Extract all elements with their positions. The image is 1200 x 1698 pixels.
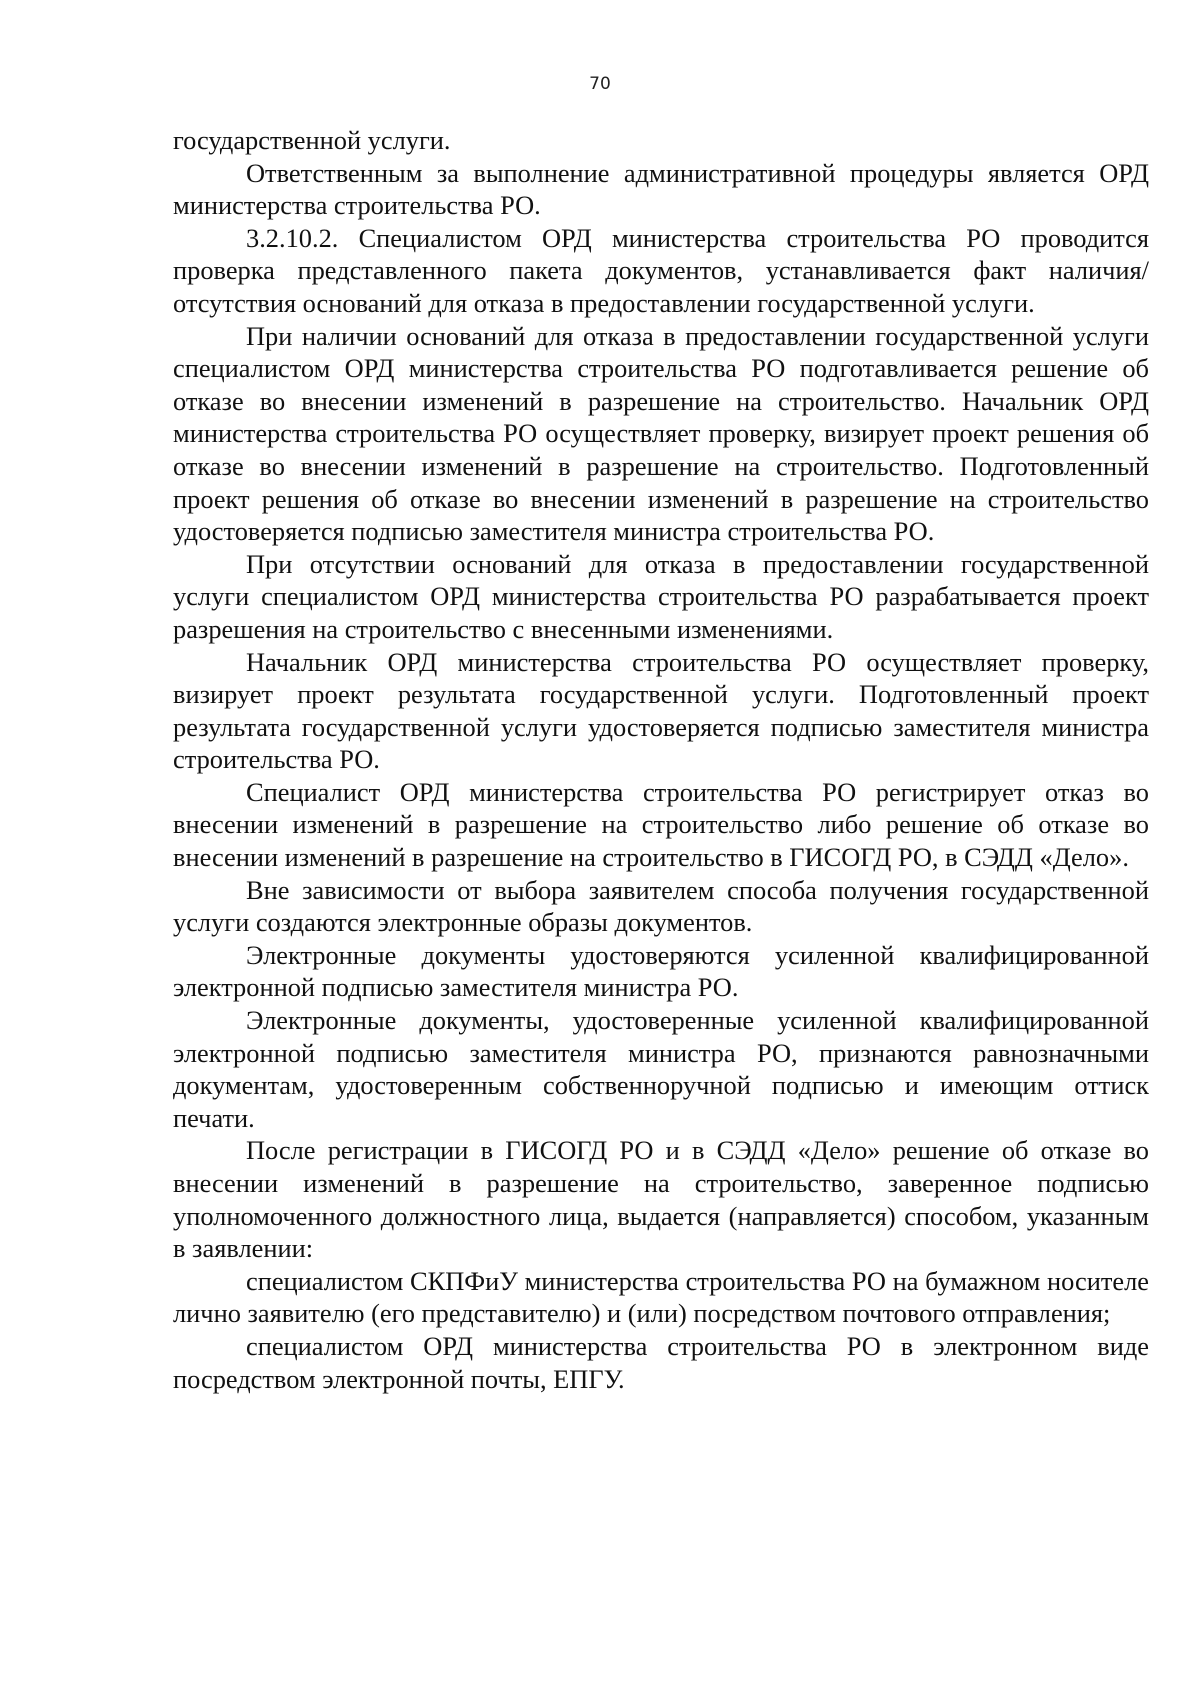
- paragraph-paper-delivery: специалистом СКПФиУ министерства строительства РО на бумажном носителе лично заявителю (его представителю) и (или) посредством почтового отправления;: [173, 1265, 1149, 1329]
- paragraph-responsible: Ответственным за выполнение административной процедуры является ОРД министерства строительства РО.: [173, 157, 1149, 221]
- paragraph-electronic-images: Вне зависимости от выбора заявителем способа получения государственной услуги создаются электронные образы документов.: [173, 874, 1149, 938]
- paragraph-head-review: Начальник ОРД министерства строительства РО осуществляет проверку, визирует проект результата государственной услуги. Подготовленный проект результата государственной услуги удостоверяется подписью заместителя министра строительства РО.: [173, 646, 1149, 775]
- page-number: 70: [589, 74, 611, 94]
- paragraph-continuation: государственной услуги.: [173, 125, 451, 155]
- paragraph-3-2-10-2: 3.2.10.2. Специалистом ОРД министерства строительства РО проводится проверка представленного пакета документов, устанавливается факт наличия/отсутствия оснований для отказа в предоставлении государственной услуги.: [173, 222, 1149, 318]
- paragraph-after-registration: После регистрации в ГИСОГД РО и в СЭДД «Дело» решение об отказе во внесении изменений в разрешение на строительство, заверенное подписью уполномоченного должностного лица, выдается (направляется) способом, указанным в заявлении:: [173, 1135, 1149, 1264]
- document-body: [173, 124, 1149, 1395]
- paragraph-electronic-delivery: специалистом ОРД министерства строительства РО в электронном виде посредством электронной почты, ЕПГУ.: [173, 1330, 1149, 1394]
- paragraph-grounds-for-refusal: При наличии оснований для отказа в предоставлении государственной услуги специалистом ОРД министерства строительства РО подготавливается решение об отказе во внесении изменений в разрешение на строительство. Начальник ОРД министерства строительства РО осуществляет проверку, визирует проект решения об отказе во внесении изменений в разрешение на строительство. Подготовленный проект решения об отказе во внесении изменений в разрешение на строительство удостоверяется подписью заместителя министра строительства РО.: [173, 320, 1149, 547]
- paragraph-registration: Специалист ОРД министерства строительства РО регистрирует отказ во внесении изменений в разрешение на строительство либо решение об отказе во внесении изменений в разрешение на строительство в ГИСОГД РО, в СЭДД «Дело».: [173, 776, 1149, 873]
- paragraph-no-grounds: При отсутствии оснований для отказа в предоставлении государственной услуги специалистом ОРД министерства строительства РО разрабатывается проект разрешения на строительство с внесенными изменениями.: [173, 548, 1149, 644]
- paragraph-equivalence: Электронные документы, удостоверенные усиленной квалифицированной электронной подписью заместителя министра РО, признаются равнозначными документам, удостоверенным собственноручной подписью и имеющим оттиск печати.: [173, 1005, 1149, 1133]
- paragraph-electronic-signature: Электронные документы удостоверяются усиленной квалифицированной электронной подписью заместителя министра РО.: [173, 939, 1149, 1003]
